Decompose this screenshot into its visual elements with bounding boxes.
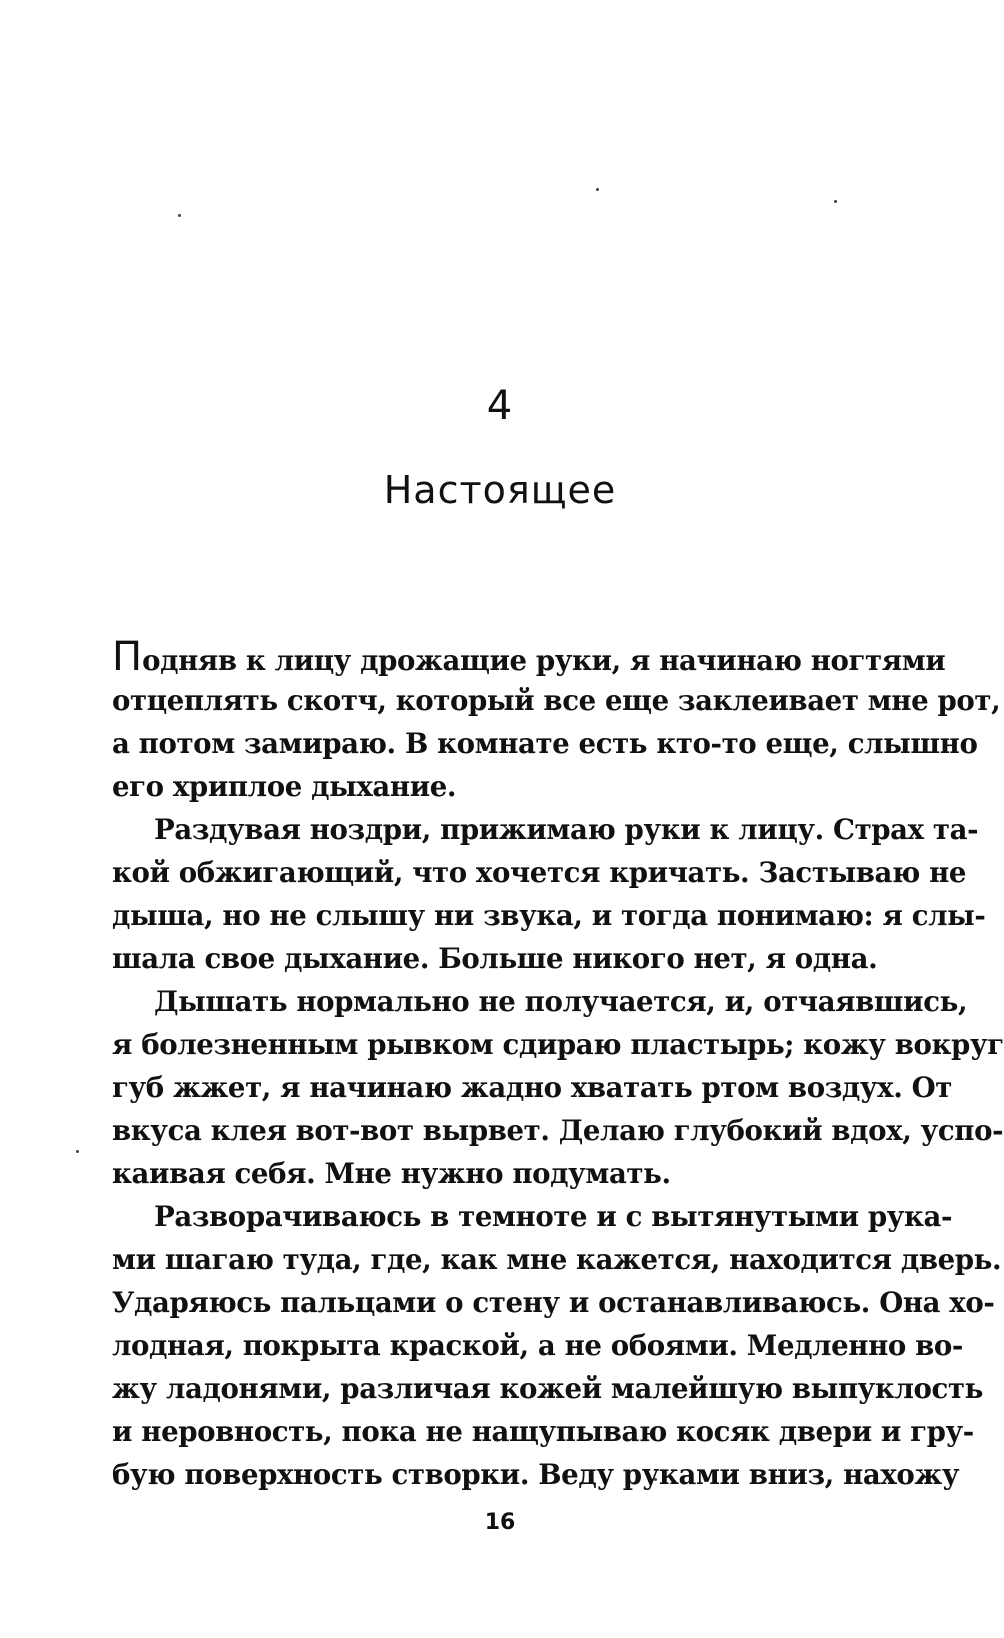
scan-speck [834, 200, 837, 203]
text-line: я болезненным рывком сдираю пластырь; кожу вокруг [112, 1028, 1004, 1061]
body-text [112, 634, 1004, 1496]
text-line: губ жжет, я начинаю жадно хватать ртом воздух. От [112, 1071, 952, 1104]
text-line: кой обжигающий, что хочется кричать. Застываю не [112, 856, 967, 889]
text-line: лодная, покрыта краской, а не обоями. Медленно во- [112, 1329, 963, 1362]
text-line: отцеплять скотч, который все еще заклеивает мне рот, [112, 684, 1001, 717]
text-line: дыша, но не слышу ни звука, и тогда понимаю: я слы- [112, 899, 986, 932]
text-line: бую поверхность створки. Веду руками вниз, нахожу [112, 1458, 960, 1491]
scan-speck [76, 1150, 79, 1153]
chapter-number: 4 [486, 383, 514, 429]
text-line: каивая себя. Мне нужно подумать. [112, 1157, 671, 1190]
drop-cap: П [112, 634, 143, 680]
chapter-title: Настоящее [383, 468, 617, 512]
text-line: шала свое дыхание. Больше никого нет, я одна. [112, 942, 878, 975]
text-line: Подняв к лицу дрожащие руки, я начинаю ногтями [112, 634, 946, 680]
text-line: жу ладонями, различая кожей малейшую выпуклость [112, 1372, 983, 1405]
text-line: Разворачиваюсь в темноте и с вытянутыми рука- [154, 1200, 953, 1233]
text-line: вкуса клея вот-вот вырвет. Делаю глубокий вдох, успо- [112, 1114, 1004, 1147]
text-line: его хриплое дыхание. [112, 770, 457, 803]
scan-speck [596, 188, 599, 191]
text-line: а потом замираю. В комнате есть кто-то еще, слышно [112, 727, 978, 760]
text-line: Дышать нормально не получается, и, отчаявшись, [154, 985, 968, 1018]
page-number: 16 [484, 1510, 516, 1535]
text-line: ми шагаю туда, где, как мне кажется, находится дверь. [112, 1243, 1002, 1276]
text-line: Раздувая ноздри, прижимаю руки к лицу. Страх та- [154, 813, 979, 846]
scan-speck [178, 214, 181, 217]
text-line: Ударяюсь пальцами о стену и останавливаюсь. Она хо- [112, 1286, 995, 1319]
text-line: и неровность, пока не нащупываю косяк двери и гру- [112, 1415, 974, 1448]
